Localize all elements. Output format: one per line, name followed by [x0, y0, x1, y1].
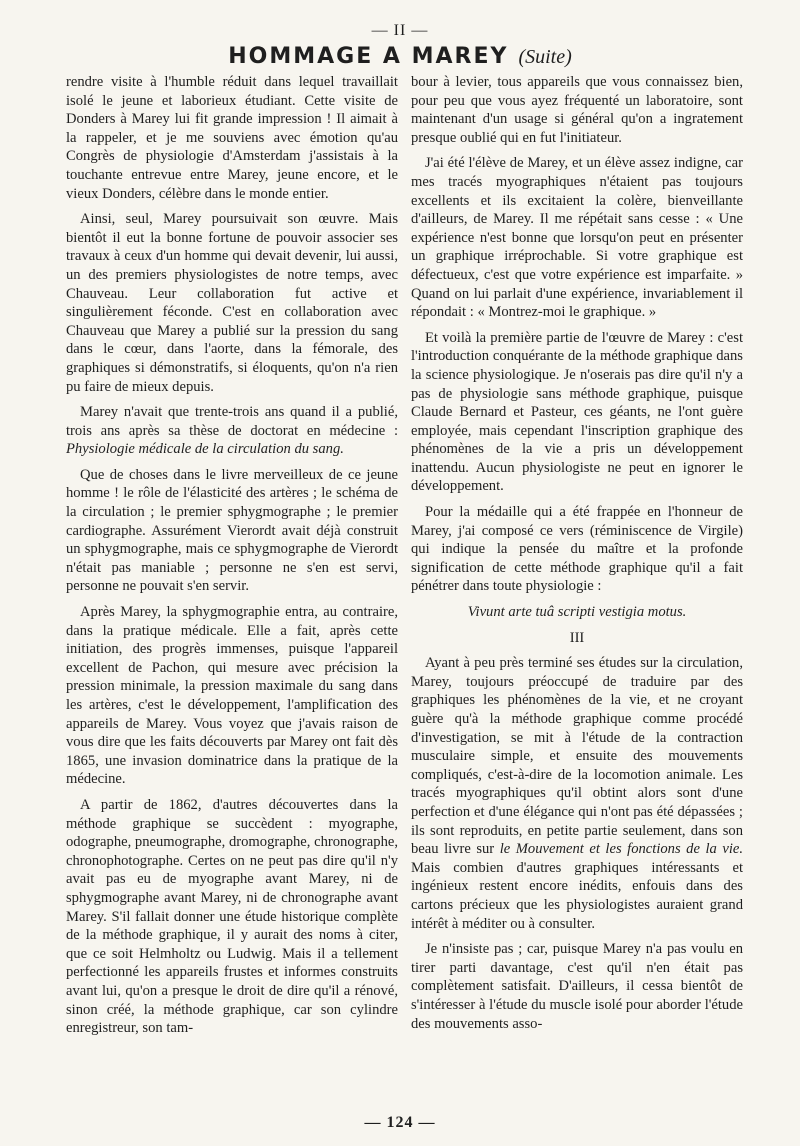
paragraph: Après Marey, la sphygmographie entra, au contraire, dans la pratique médicale. Elle a fait, après cette initiation, des progrès immenses, puisque l'appareil excellent de Pachon, qui mesure avec précision la pression minimale, la pression maximale du sang dans les artères, c'est le développement, l'amplification des appareils de Marey. Vous voyez que j'avais raison de vous dire que les faits découverts par Marey ont fait dès 1865, une invasion dominatrice dans la pratique de la médecine.	[66, 604, 398, 788]
paragraph: J'ai été l'élève de Marey, et un élève assez indigne, car mes tracés myographiques n'étaient pas toujours excellents et ils excitaient la colère, bienveillante d'ailleurs, de Marey. Il me répétait sans cesse : « Une expérience n'est bonne que lorsqu'on peut en présenter un graphique irréprochable. Si votre graphique est défectueux, c'est que votre expérience est imparfaite. » Quand on lui parlait d'une expérience, invariablement il répondait : « Montrez-moi le graphique. »	[411, 155, 743, 321]
paragraph: rendre visite à l'humble réduit dans lequel travaillait isolé le jeune et laborieux étudiant. Cette visite de Donders à Marey lui fit grande impression ! Il aimait à la rappeler, et je me souviens avec émotion qu'au Congrès de physiologie d'Amsterdam j'assistais à la touchante entrevue entre Marey, jeune encore, et le vieux Donders, célèbre dans le monde entier.	[66, 74, 398, 202]
book-title: Physiologie médicale de la circulation du sang.	[66, 441, 344, 458]
page-number: — 124 —	[364, 1114, 436, 1131]
paragraph	[66, 403, 398, 459]
book-title: le Mouvement et les fonctions de la vie.	[499, 841, 743, 858]
left-column	[66, 73, 398, 1045]
paragraph-text: Marey n'avait que trente-trois ans quand il a publié, trois ans après sa thèse de doctorat en médecine :	[66, 404, 398, 439]
paragraph: bour à levier, tous appareils que vous connaissez bien, pour peu que vous ayez fréquenté un laboratoire, sont maintenant d'un usage si général qu'on a ingratement presque oublié qui en fut l'initiateur.	[411, 74, 743, 146]
right-column	[411, 73, 743, 1040]
paragraph-text: Ayant à peu près terminé ses études sur la circulation, Marey, toujours préoccupé de traduire par des graphiques les phénomènes de la vie, et ne croyant guère qu'à la méthode graphique comme procédé d'investigation, se mit à l'étude de la contraction musculaire simple, et ensuite des mouvements compliqués, c'est-à-dire de la locomotion animale. Les tracés myographiques qu'il obtint alors sont d'une perfection et d'une élégance qui n'ont pas été dépassées ; ils sont reproduits, en petite partie seulement, dans son beau livre sur	[411, 655, 743, 858]
section-number: III	[569, 629, 585, 646]
latin-quote: Vivunt arte tuâ scripti vestigia motus.	[467, 604, 687, 621]
paragraph-text: Mais combien d'autres graphiques intéressants et ingénieux restent encore inédits, enfouis dans des cartons précieux que les physiologistes auraient grand intérêt à méditer ou à consulter.	[411, 859, 743, 932]
paragraph: Ainsi, seul, Marey poursuivait son œuvre. Mais bientôt il eut la bonne fortune de pouvoir associer ses travaux à ceux d'un homme qui devait devenir, lui aussi, un des premiers physiologistes de notre temps, avec Chauveau. Leur collaboration fut active et singulièrement féconde. C'est en collaboration avec Chauveau que Marey a publié sur la pression du sang dans le cœur, dans l'aorte, dans la fémorale, des graphiques si démonstratifs, si éloquents, qu'on n'a rien pu faire de mieux depuis.	[66, 211, 398, 395]
article-title: HOMMAGE A MAREY	[228, 44, 509, 69]
page-marker: — II —	[371, 22, 429, 39]
paragraph: Je n'insiste pas ; car, puisque Marey n'a pas voulu en tirer parti davantage, c'est qu'il n'en était pas complètement satisfait. D'ailleurs, il cessa bientôt de s'intéresser à l'étude du muscle isolé pour aborder l'étude des mouvements asso-	[411, 941, 743, 1032]
paragraph	[411, 654, 743, 933]
article-header	[0, 44, 800, 69]
paragraph: Que de choses dans le livre merveilleux de ce jeune homme ! le rôle de l'élasticité des artères ; le schéma de la circulation ; le premier sphygmographe ; le premier cardiographe. Assurément Vierordt avait déjà construit un sphygmographe, mais ce sphygmographe de Vierordt n'était pas maniable ; personne ne s'en est servi, personne ne pouvait s'en servir.	[66, 466, 398, 595]
paragraph: Pour la médaille qui a été frappée en l'honneur de Marey, j'ai composé ce vers (réminiscence de Virgile) qui indique la pensée du maître et la profonde signification de cette méthode graphique qu'il a fait pénétrer dans toute physiologie :	[411, 504, 743, 595]
paragraph: Et voilà la première partie de l'œuvre de Marey : c'est l'introduction conquérante de la méthode graphique dans la science physiologique. Je n'oserais pas dire qu'il n'y a pas de physiologie sans méthode graphique, puisque Claude Bernard et Pasteur, ces géants, ne l'ont guère employée, mais cependant l'inscription graphique des phénomènes de la vie a pris un développement inattendu. Aucun physiologiste ne peut en ignorer le développement.	[411, 329, 743, 495]
article-suite: (Suite)	[518, 46, 572, 68]
paragraph: A partir de 1862, d'autres découvertes dans la méthode graphique se succèdent : myographe, odographe, pneumographe, dromographe, chronographe, chronophotographe. Certes on ne peut pas dire qu'il n'y avait pas eu de myographe avant Marey, ni de sphygmographe avant Marey, ni de chronographe avant Marey. S'il fallait donner une étude historique complète de la méthode graphique, il y aurait des noms à citer, que ce soit Helmholtz ou Ludwig. Mais il a tellement perfectionné les appareils frustes et informes construits avant lui, qu'on a presque le droit de dire qu'il a rénové, sinon créé, la méthode graphique, car son cylindre enregistreur, son tam-	[66, 796, 398, 1037]
